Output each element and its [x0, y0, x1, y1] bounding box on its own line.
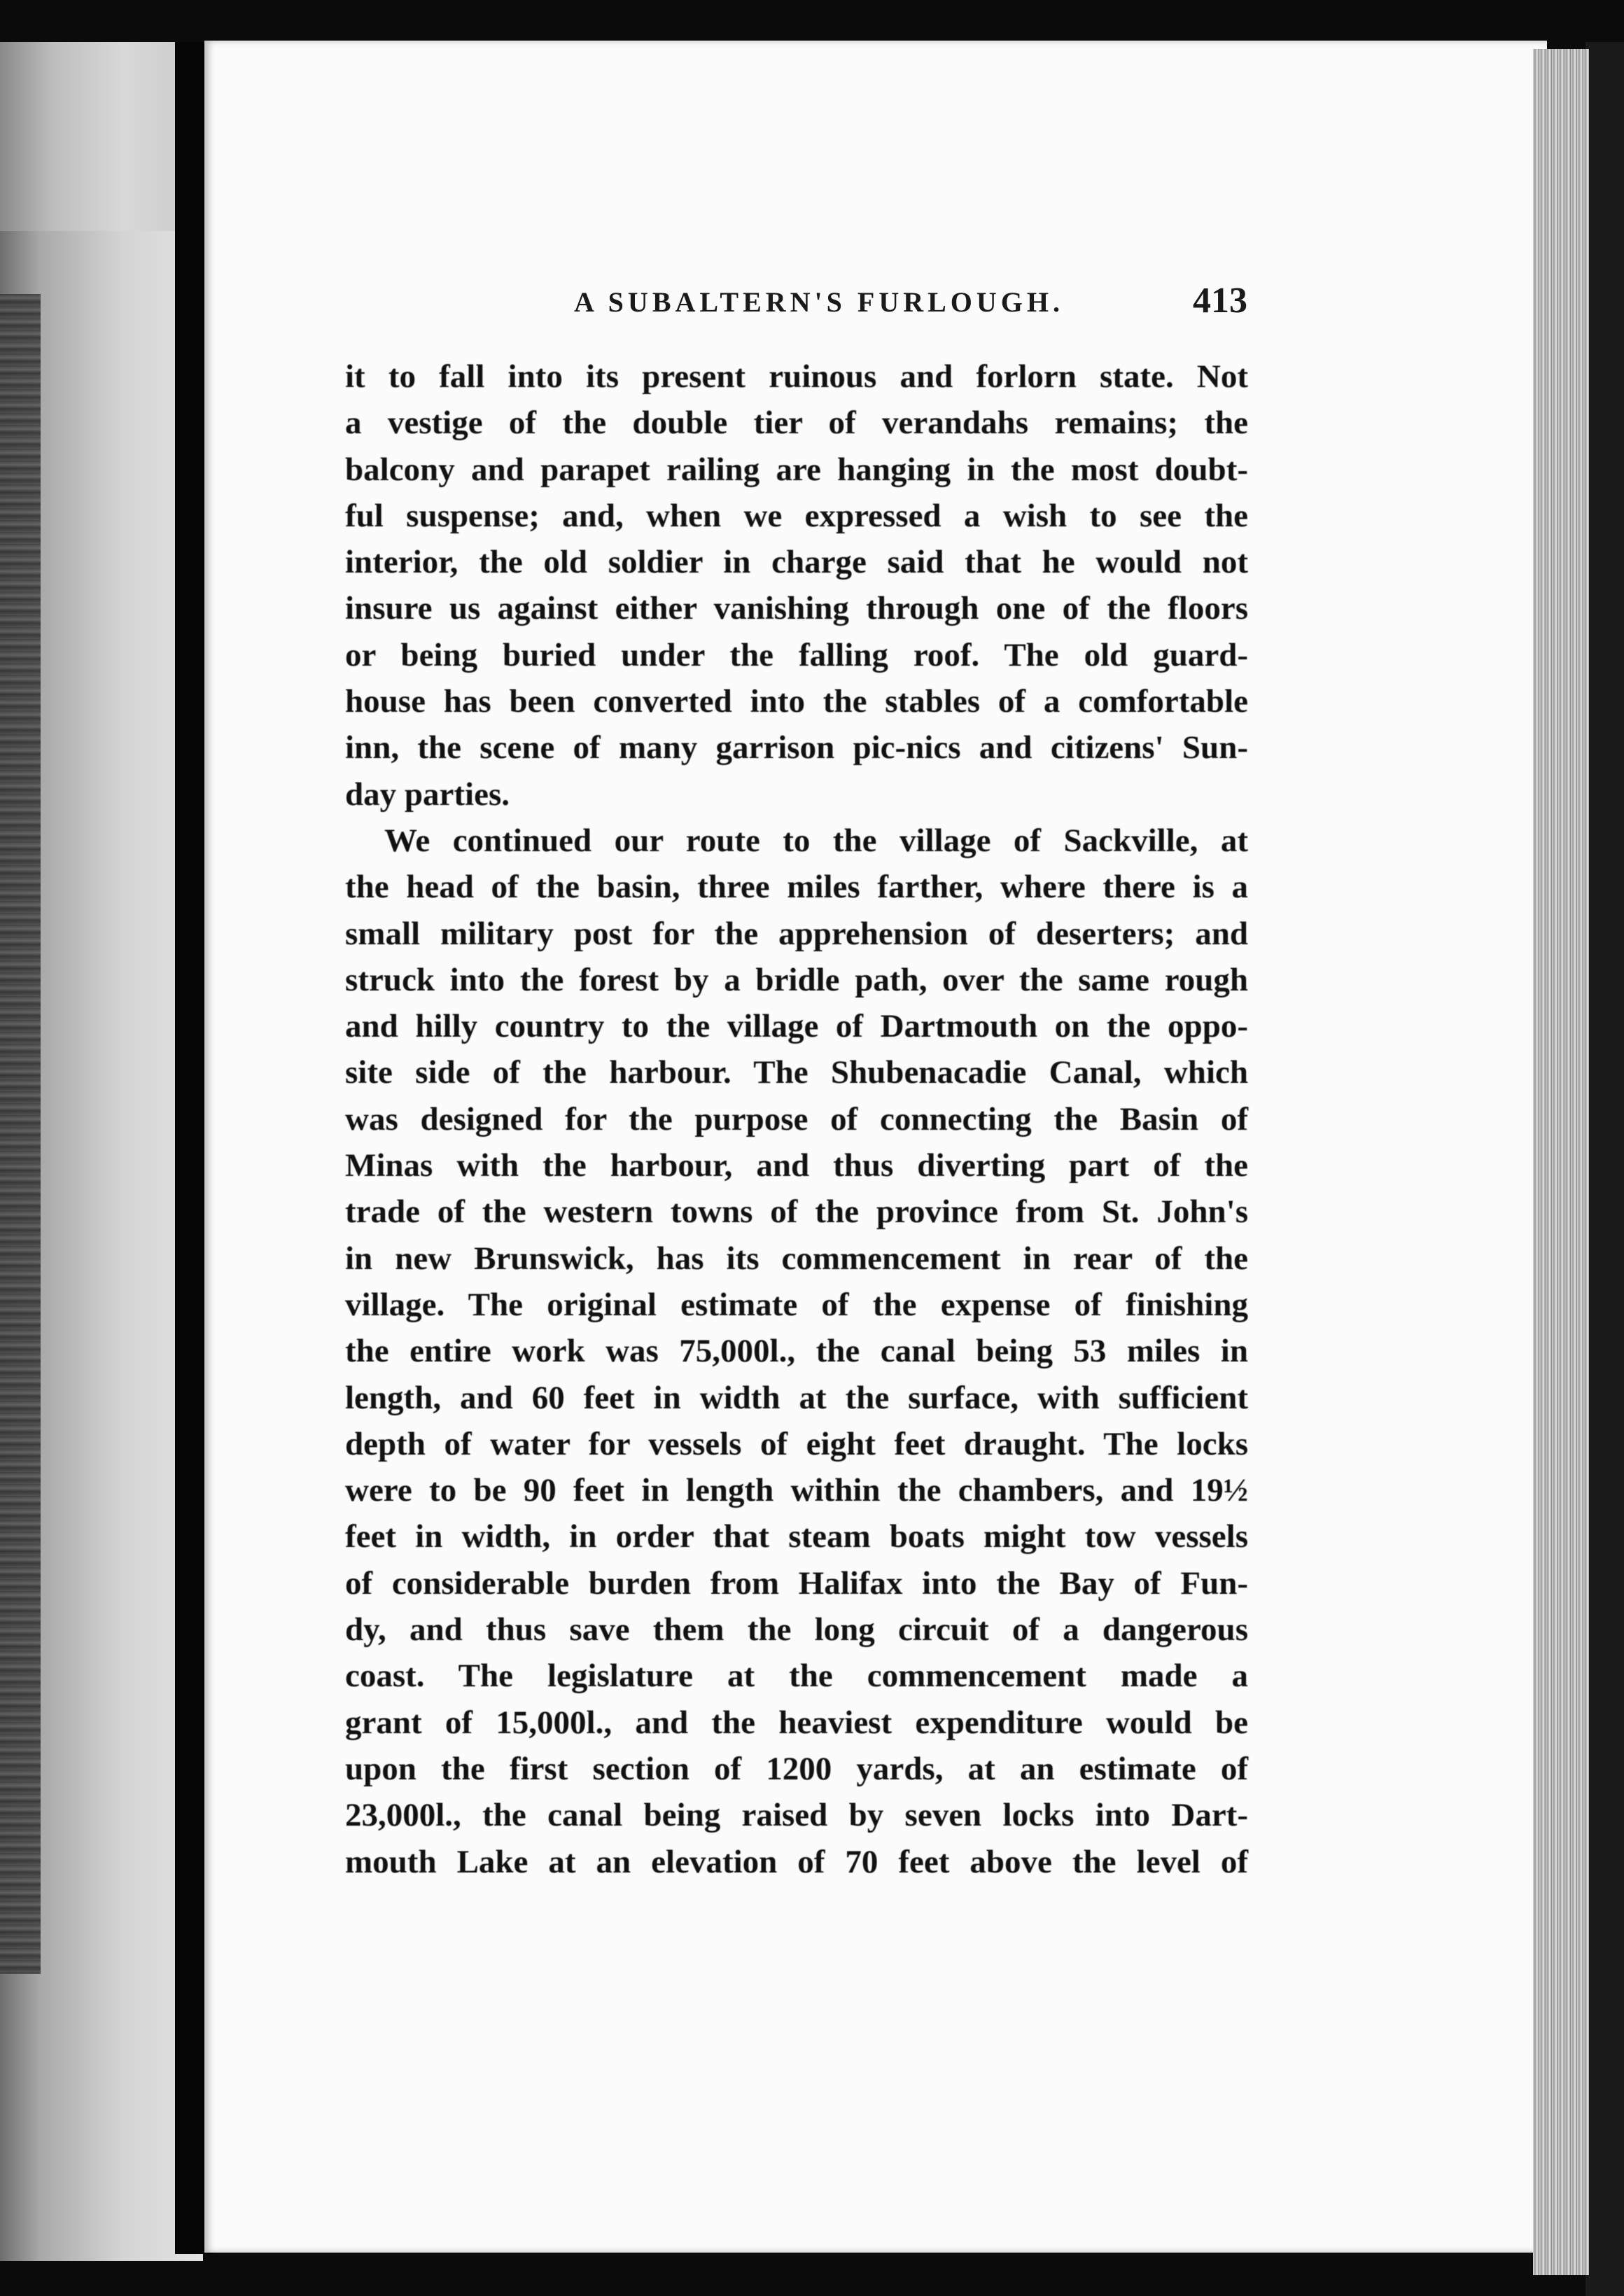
text-line: were to be 90 feet in length within the chambers, and 19½: [345, 1472, 1248, 1509]
running-head: A SUBALTERN'S FURLOUGH.: [574, 286, 1064, 318]
text-line: balcony and parapet railing are hanging in the most doubt-: [345, 451, 1248, 488]
page-number: 413: [1193, 281, 1247, 321]
text-line: insure us against either vanishing through one of the floors: [345, 590, 1248, 627]
text-line: ful suspense; and, when we expressed a wish to see the: [345, 497, 1248, 534]
paragraph-1: [345, 354, 1248, 818]
text-line: 23,000l., the canal being raised by seven locks into Dart-: [345, 1797, 1248, 1834]
text-line: the head of the basin, three miles farther, where there is a: [345, 869, 1248, 906]
text-line: We continued our route to the village of Sackville, at: [384, 822, 1248, 859]
text-line: of considerable burden from Halifax into the Bay of Fun-: [345, 1564, 1248, 1602]
text-line: Minas with the harbour, and thus diverting part of the: [345, 1147, 1248, 1184]
text-line: length, and 60 feet in width at the surface, with sufficient: [345, 1379, 1248, 1416]
text-line: the entire work was 75,000l., the canal being 53 miles in: [345, 1333, 1248, 1370]
book-cover-edge: [1586, 42, 1624, 2296]
text-line: in new Brunswick, has its commencement in rear of the: [345, 1240, 1248, 1277]
text-line: site side of the harbour. The Shubenacadie Canal, which: [345, 1054, 1248, 1091]
text-line: dy, and thus save them the long circuit of a dangerous: [345, 1611, 1248, 1648]
text-line: small military post for the apprehension of deserters; and: [345, 915, 1248, 952]
text-line: or being buried under the falling roof. The old guard-: [345, 636, 1248, 673]
text-line: feet in width, in order that steam boats might tow vessels: [345, 1518, 1248, 1555]
text-line: depth of water for vessels of eight feet draught. The locks: [345, 1425, 1248, 1462]
text-line: a vestige of the double tier of verandahs remains; the: [345, 405, 1248, 442]
body-text: [345, 354, 1248, 1885]
paragraph-2: [345, 818, 1248, 1885]
text-line: coast. The legislature at the commencement made a: [345, 1658, 1248, 1695]
text-line: village. The original estimate of the expense of finishing: [345, 1286, 1248, 1323]
text-line: grant of 15,000l., and the heaviest expenditure would be: [345, 1704, 1248, 1741]
page-block-edge: [1533, 49, 1589, 2275]
text-line: struck into the forest by a bridle path, over the same rough: [345, 961, 1248, 998]
text-line: interior, the old soldier in charge said that he would not: [345, 544, 1248, 581]
text-line: upon the first section of 1200 yards, at an estimate of: [345, 1750, 1248, 1787]
text-line: trade of the western towns of the province from St. John's: [345, 1194, 1248, 1231]
text-line: was designed for the purpose of connecting the Basin of: [345, 1100, 1248, 1138]
text-line: and hilly country to the village of Dartmouth on the oppo-: [345, 1008, 1248, 1045]
previous-page-shadow: [0, 294, 41, 1974]
text-line: it to fall into its present ruinous and forlorn state. Not: [345, 358, 1248, 395]
text-line: inn, the scene of many garrison pic-nics and citizens' Sun-: [345, 729, 1248, 766]
text-line: house has been converted into the stables of a comfortable: [345, 683, 1248, 720]
text-line: mouth Lake at an elevation of 70 feet above the level of: [345, 1843, 1248, 1880]
text-line: day parties.: [345, 776, 510, 813]
